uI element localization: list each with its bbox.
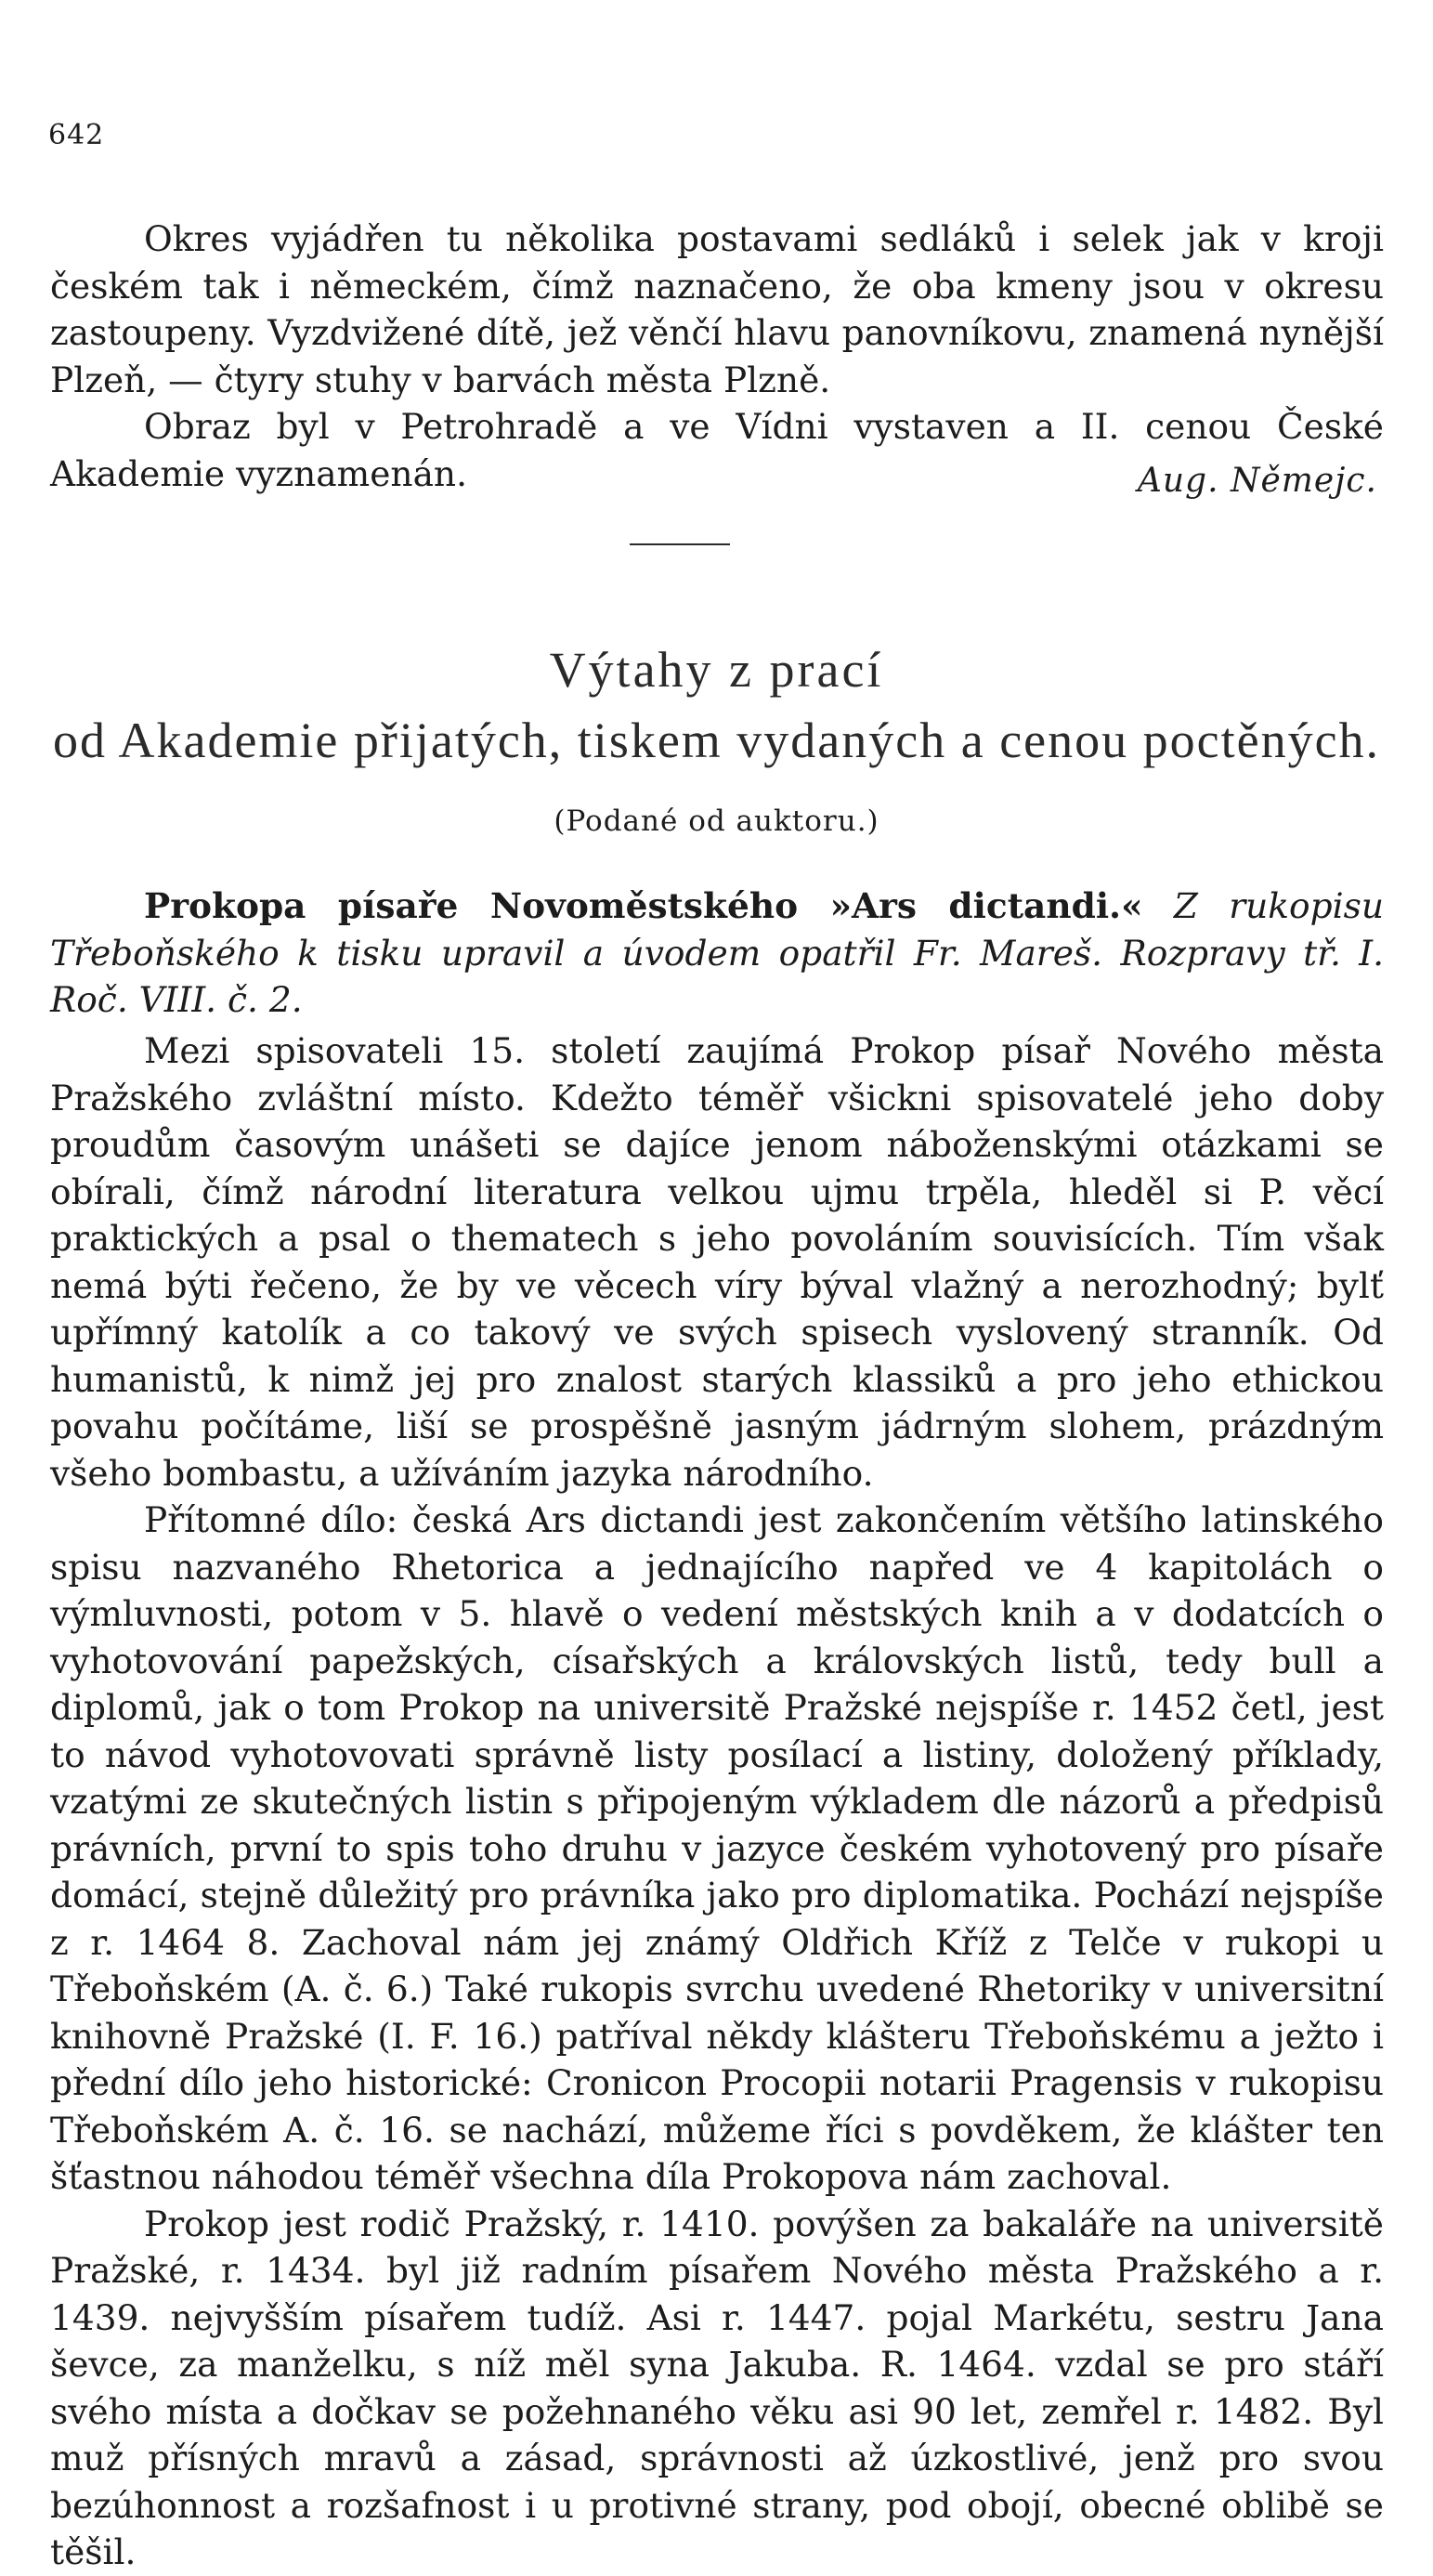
section-divider (630, 543, 730, 545)
body-paragraph-1: Mezi spisovateli 15. století zaujímá Prokop písař Nového města Pražského zvláštní místo. Kdežto téměř všickni spisovatelé jeho doby proudům časovým unášeti se dajíce jenom náboženskými otázkami se obírali, čímž národní literatura velkou ujmu trpěla, hleděl si P. věcí praktických a psal o thematech s jeho povoláním souvisících. Tím však nemá býti řečeno, že by ve věcech víry býval vlažný a nerozhodný; bylť upřímný katolík a co takový ve svých spisech vyslovený stranník. Od humanistů, k nimž jej pro znalost starých klassiků a pro jeho ethickou povahu počítáme, liší se prospěšně jasným jádrným slohem, prázdným všeho bombastu, a užíváním jazyka národního. (50, 1030, 1384, 1494)
intro-paragraph-2: Obraz byl v Petrohradě a ve Vídni vystaven a II. cenou České Akademie vyznamenán. (50, 406, 1384, 494)
body-text (50, 1027, 1384, 2576)
section-title-line-2: od Akademie přijatých, tiskem vydaných a cenou poctěných. (52, 713, 1381, 768)
entry-heading (50, 883, 1384, 1024)
author-signature: Aug. Němejc. (1137, 462, 1377, 500)
section-title-line-1: Výtahy z prací (549, 642, 884, 698)
entry-reference: Z rukopisu Třeboňského k tisku upravil a úvodem opatřil Fr. Mareš. Rozpravy tř. I. Roč. VIII. č. 2. (50, 885, 1385, 1020)
page-number: 642 (48, 119, 105, 151)
intro-text (50, 216, 1384, 497)
section-subtitle: (Podané od auktoru.) (554, 804, 879, 838)
body-paragraph-3: Prokop jest rodič Pražský, r. 1410. povýšen za bakaláře na universitě Pražské, r. 1434. byl již radním písařem Nového města Pražského a r. 1439. nejvyšším písařem tudíž. Asi r. 1447. pojal Markétu, sestru Jana ševce, za manželku, s níž měl syna Jakuba. R. 1464. vzdal se pro stáří svého místa a dočkav se požehnaného věku asi 90 let, zemřel r. 1482. Byl muž přísných mravů a zásad, správnosti až úzkostlivé, jenž pro svou bezúhonnost a rozšafnost i u protivné strany, pod obojí, obecné oblibě se těšil. (50, 2203, 1384, 2572)
entry-heading-paragraph (50, 883, 1384, 1024)
body-paragraph-2: Přítomné dílo: česká Ars dictandi jest zakončením většího latinského spisu nazvaného Rhetorica a jednajícího napřed ve 4 kapitolách o výmluvnosti, potom v 5. hlavě o vedení městských knih a v dodatcích o vyhotovování papežských, císařských a královských listů, tedy bull a diplomů, jak o tom Prokop na universitě Pražské nejspíše r. 1452 četl, jest to návod vyhotovovati správně listy posílací a listiny, doložený příklady, vzatými ze skutečných listin s připojeným výkladem dle názorů a předpisů právních, první to spis toho druhu v jazyce českém vyhotovený pro písaře domácí, stejně důležitý pro právníka jako pro diplomatika. Pochází nejspíše z r. 1464 8. Zachoval nám jej známý Oldřich Kříž z Telče v rukopi u Třeboňském (A. č. 6.) Také rukopis svrchu uvedené Rhetoriky v universitní knihovně Pražské (I. F. 16.) patříval někdy klášteru Třeboňskému a ježto i přední dílo jeho historické: Cronicon Procopii notarii Pragensis v rukopisu Třeboňském A. č. 16. se nachází, můžeme říci s povděkem, že klášter ten šťastnou náhodou téměř všechna díla Prokopova nám zachoval. (50, 1499, 1384, 2197)
entry-title: Prokopa písaře Novoměstského »Ars dictandi.« (144, 885, 1143, 926)
intro-paragraph-1: Okres vyjádřen tu několika postavami sedláků i selek jak v kroji českém tak i německém, čímž naznačeno, že oba kmeny jsou v okresu zastoupeny. Vyzdvižené dítě, jež věnčí hlavu panovníkovu, znamená nynější Plzeň, — čtyry stuhy v barvách města Plzně. (50, 218, 1384, 400)
